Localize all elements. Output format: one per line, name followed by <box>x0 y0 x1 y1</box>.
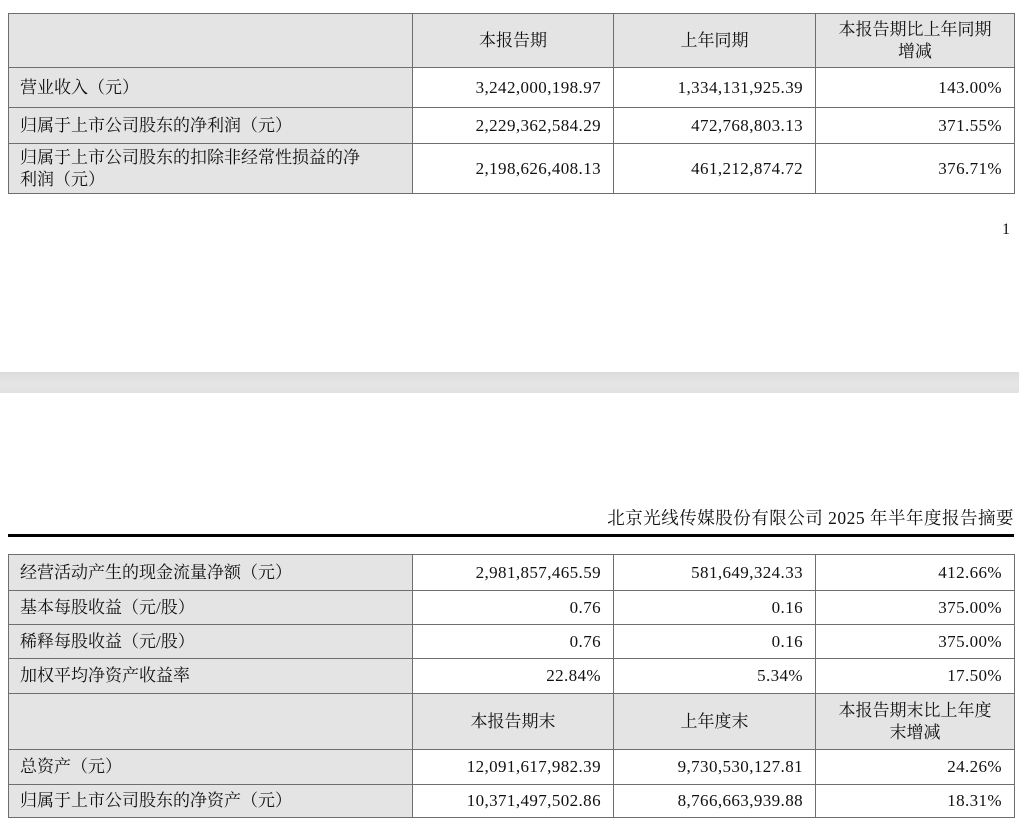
value-change: 143.00% <box>816 68 1015 108</box>
value-change: 412.66% <box>816 555 1015 591</box>
value-current: 0.76 <box>413 591 614 625</box>
document-running-header: 北京光线传媒股份有限公司 2025 年半年度报告摘要 <box>607 508 1014 528</box>
row-label: 归属于上市公司股东的净资产（元） <box>9 785 413 818</box>
value-change: 376.71% <box>816 144 1015 194</box>
value-current: 2,198,626,408.13 <box>413 144 614 194</box>
value-current: 10,371,497,502.86 <box>413 785 614 818</box>
value-change: 375.00% <box>816 591 1015 625</box>
table-header-row <box>9 14 1015 68</box>
page-break-separator <box>0 372 1019 393</box>
value-prior: 1,334,131,925.39 <box>614 68 816 108</box>
table-row-operating-cash-flow <box>9 555 1015 591</box>
row-label: 归属于上市公司股东的扣除非经常性损益的净利润（元） <box>9 144 413 194</box>
value-change: 24.26% <box>816 750 1015 785</box>
table-row-weighted-avg-roe <box>9 659 1015 694</box>
key-financials-table-period-end <box>8 554 1015 818</box>
table-row-net-profit-excl-nonrecurring <box>9 144 1015 194</box>
table-row-total-assets <box>9 750 1015 785</box>
value-prior: 5.34% <box>614 659 816 694</box>
header-prior-period: 上年同期 <box>614 14 816 68</box>
table-header-row-period-end <box>9 694 1015 750</box>
value-current: 2,981,857,465.59 <box>413 555 614 591</box>
value-current: 2,229,362,584.29 <box>413 108 614 144</box>
table-row-diluted-eps <box>9 625 1015 659</box>
header-rule-divider <box>8 534 1014 537</box>
header-current-period-end: 本报告期末 <box>413 694 614 750</box>
page-number: 1 <box>1002 221 1010 238</box>
key-financials-table-period <box>8 13 1015 194</box>
header-change-period-end: 本报告期末比上年度末增减 <box>816 694 1015 750</box>
row-label: 归属于上市公司股东的净利润（元） <box>9 108 413 144</box>
row-label: 稀释每股收益（元/股） <box>9 625 413 659</box>
header-prior-year-end: 上年度末 <box>614 694 816 750</box>
value-prior: 472,768,803.13 <box>614 108 816 144</box>
value-change: 375.00% <box>816 625 1015 659</box>
table-row-net-assets-attributable <box>9 785 1015 818</box>
value-change: 17.50% <box>816 659 1015 694</box>
value-prior: 0.16 <box>614 591 816 625</box>
row-label: 营业收入（元） <box>9 68 413 108</box>
value-current: 3,242,000,198.97 <box>413 68 614 108</box>
header-change: 本报告期比上年同期增减 <box>816 14 1015 68</box>
table-row-basic-eps <box>9 591 1015 625</box>
value-prior: 581,649,324.33 <box>614 555 816 591</box>
row-label: 总资产（元） <box>9 750 413 785</box>
value-current: 0.76 <box>413 625 614 659</box>
value-change: 371.55% <box>816 108 1015 144</box>
header-current-period: 本报告期 <box>413 14 614 68</box>
value-prior: 9,730,530,127.81 <box>614 750 816 785</box>
value-change: 18.31% <box>816 785 1015 818</box>
value-prior: 0.16 <box>614 625 816 659</box>
row-label: 经营活动产生的现金流量净额（元） <box>9 555 413 591</box>
value-prior: 461,212,874.72 <box>614 144 816 194</box>
value-prior: 8,766,663,939.88 <box>614 785 816 818</box>
table-row-net-profit <box>9 108 1015 144</box>
table-row-revenue <box>9 68 1015 108</box>
value-current: 12,091,617,982.39 <box>413 750 614 785</box>
header-empty-cell <box>9 14 413 68</box>
row-label: 加权平均净资产收益率 <box>9 659 413 694</box>
value-current: 22.84% <box>413 659 614 694</box>
row-label: 基本每股收益（元/股） <box>9 591 413 625</box>
header-empty-cell <box>9 694 413 750</box>
